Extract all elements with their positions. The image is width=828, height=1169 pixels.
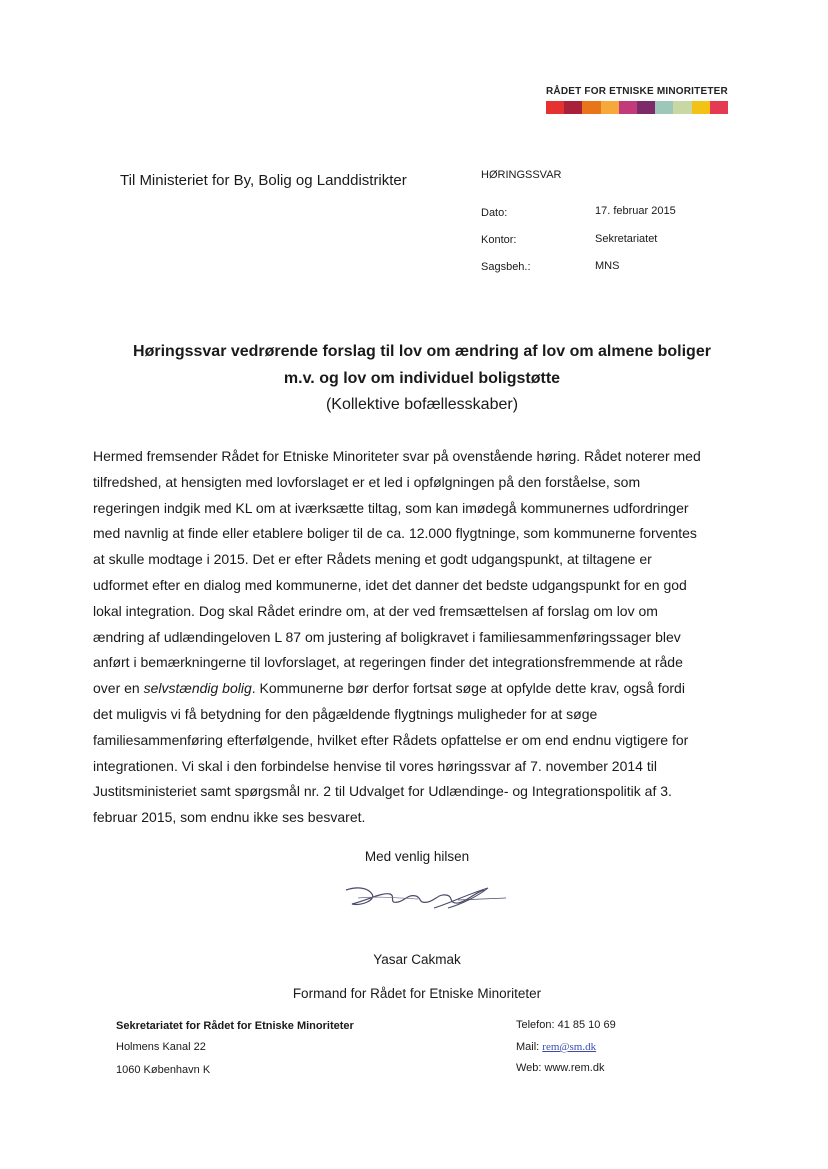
mail-label: Mail: — [516, 1041, 540, 1053]
logo-color-segment — [637, 101, 655, 114]
footer-phone — [516, 1019, 616, 1031]
logo-color-segment — [710, 101, 728, 114]
body-line: ændring af udlændingeloven L 87 om justering af boligkravet i familiesammenføringssager blev — [93, 628, 681, 645]
italic-line-prefix: over en — [93, 680, 144, 697]
footer-mail — [516, 1041, 596, 1053]
web-address[interactable]: www.rem.dk — [544, 1062, 605, 1074]
title-line-1: Høringssvar vedrørende forslag til lov om ændring af lov om almene boliger — [133, 343, 711, 360]
italic-phrase: selvstændig bolig — [143, 680, 252, 697]
body-line: at skulle modtage i 2015. Det er efter Rådets mening et godt udgangspunkt, at tiltagene er — [93, 551, 652, 568]
date-value: 17. februar 2015 — [595, 205, 676, 217]
footer-organization: Sekretariatet for Rådet for Etniske Minoriteter — [116, 1020, 354, 1032]
signer-name: Yasar Cakmak — [373, 952, 461, 967]
body-paragraph — [93, 444, 738, 831]
document-type: HØRINGSSVAR — [481, 169, 562, 181]
closing-greeting: Med venlig hilsen — [364, 849, 470, 864]
body-line: udformet efter en dialog med kommunerne, idet det danner det bedste udgangspunkt for en god — [93, 576, 687, 593]
subtitle: (Kollektive bofællesskaber) — [325, 396, 519, 413]
body-line: det muligvis vi få betydning for den pågældende flygtnings muligheder for at søge — [93, 705, 598, 722]
recipient-line: Til Ministeriet for By, Bolig og Landdistrikter — [120, 172, 407, 189]
logo-color-segment — [692, 101, 710, 114]
mail-link[interactable]: rem@sm.dk — [542, 1041, 597, 1053]
italic-line-suffix: . Kommunerne bør derfor fortsat søge at opfylde dette krav, også fordi — [251, 680, 685, 697]
body-line: tilfredshed, at hensigten med lovforslaget er et led i opfølgningen på den forståelse, som — [93, 473, 641, 490]
body-line: februar 2015, som endnu ikke ses besvaret. — [93, 809, 366, 826]
body-line: regeringen indgik med KL om at iværksætte tiltag, som kan imødegå kommunernes udfordringer — [93, 499, 689, 516]
logo-color-segment — [582, 101, 600, 114]
handler-value: MNS — [595, 260, 620, 272]
logo-color-segment — [601, 101, 619, 114]
logo-color-bar — [546, 101, 728, 114]
web-label: Web: — [516, 1062, 542, 1074]
logo-color-segment — [564, 101, 582, 114]
logo-color-segment — [655, 101, 673, 114]
office-label: Kontor: — [481, 234, 517, 246]
handler-label: Sagsbeh.: — [481, 261, 531, 273]
footer-web — [516, 1062, 604, 1074]
logo-color-segment — [619, 101, 637, 114]
footer-city: 1060 København K — [116, 1064, 211, 1076]
body-line: Hermed fremsender Rådet for Etniske Minoriteter svar på ovenstående høring. Rådet noterer med — [93, 448, 701, 464]
body-line: Justitsministeriet samt spørgsmål nr. 2 til Udvalget for Udlændinge- og Integrationspolitik af 3. — [93, 783, 672, 800]
phone-label: Telefon: — [516, 1019, 555, 1031]
body-line: anført i bemærkningerne til lovforslaget, at regeringen finder det integrationsfremmende at råde — [93, 654, 683, 671]
body-line: familiesammenføring efterfølgende, hvilket efter Rådets opfattelse er om end endnu vigtigere for — [93, 731, 689, 748]
body-line-italic — [93, 676, 738, 702]
signer-title: Formand for Rådet for Etniske Minoriteter — [292, 986, 542, 1001]
date-label: Dato: — [481, 207, 508, 219]
body-line: med navnlig at finde eller etablere boliger til de ca. 12.000 flygtninge, som kommunerne forventes — [93, 525, 697, 542]
title-line-2: m.v. og lov om individuel boligstøtte — [283, 370, 561, 387]
office-value: Sekretariatet — [595, 233, 658, 245]
body-line: lokal integration. Dog skal Rådet erindre om, at der ved fremsættelsen af forslag om lov om — [93, 602, 658, 619]
footer-street: Holmens Kanal 22 — [116, 1041, 206, 1053]
logo-color-segment — [546, 101, 564, 114]
handwritten-signature — [338, 878, 508, 918]
body-line: integrationen. Vi skal i den forbindelse henvise til vores høringssvar af 7. november 2014 til — [93, 757, 657, 774]
logo-color-segment — [673, 101, 691, 114]
organization-logo-text: RÅDET FOR ETNISKE MINORITETER — [546, 86, 728, 97]
phone-number: 41 85 10 69 — [557, 1019, 616, 1031]
